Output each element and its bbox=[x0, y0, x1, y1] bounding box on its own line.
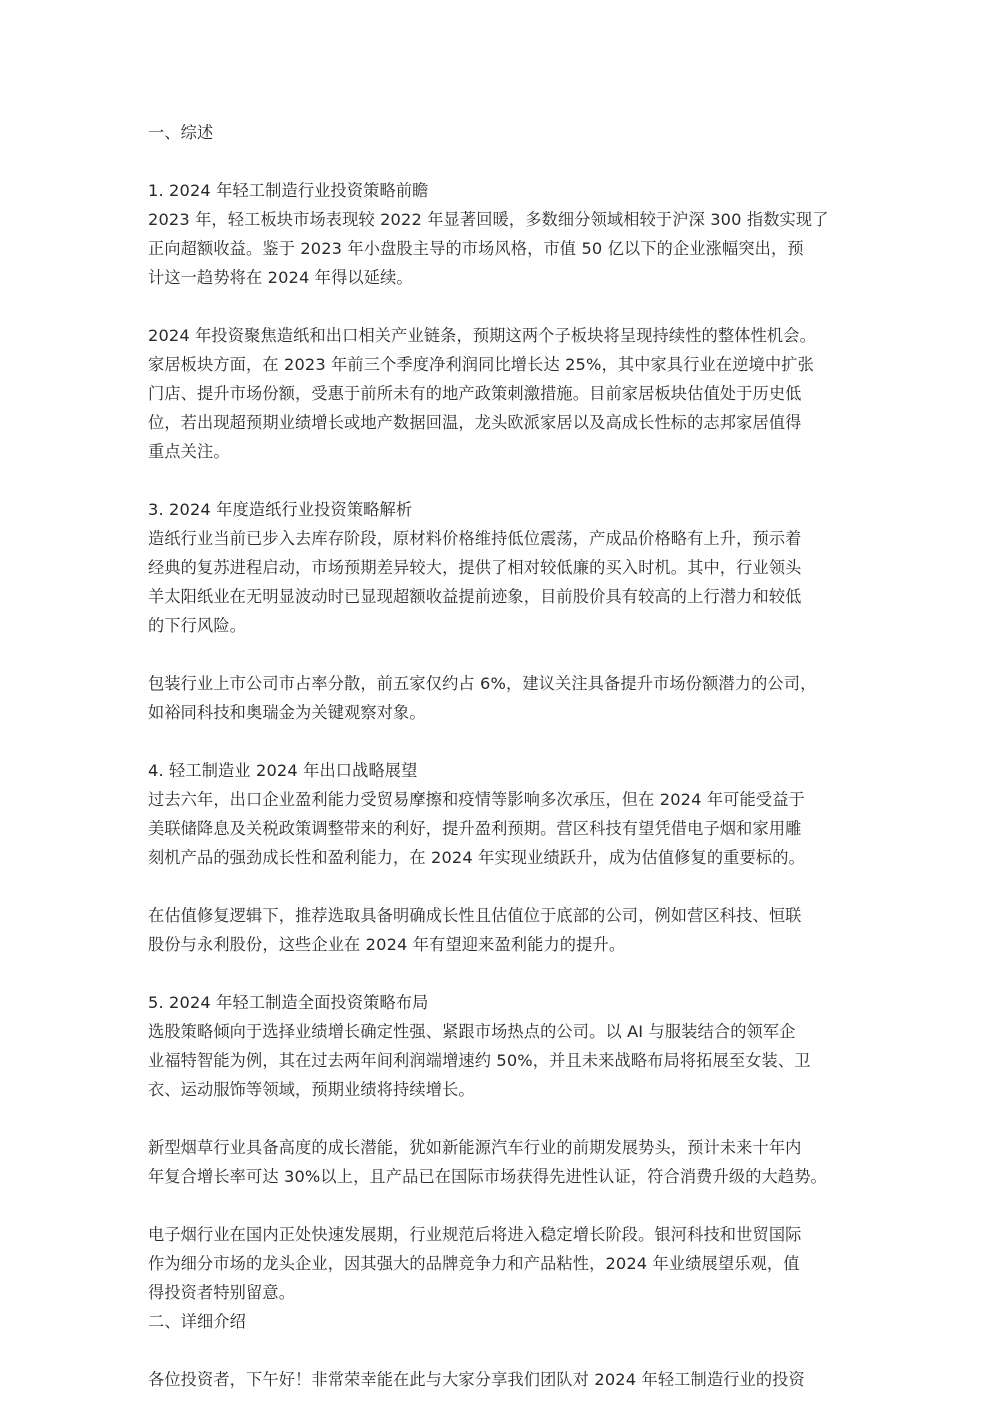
paragraph-paper-industry bbox=[148, 524, 853, 640]
paragraph-export bbox=[148, 785, 853, 872]
text-line: 衣、运动服饰等领域，预期业绩将持续增长。 bbox=[148, 1080, 475, 1099]
heading-strategy-layout: 5. 2024 年轻工制造全面投资策略布局 bbox=[148, 993, 429, 1012]
text-line: 在估值修复逻辑下，推荐选取具备明确成长性且估值位于底部的公司，例如营区科技、恒联 bbox=[148, 906, 802, 925]
spacer bbox=[148, 1336, 853, 1365]
text-line: 的下行风险。 bbox=[148, 616, 247, 635]
document-body bbox=[148, 118, 853, 1394]
heading-strategy-outlook: 1. 2024 年轻工制造行业投资策略前瞻 bbox=[148, 181, 429, 200]
spacer bbox=[148, 147, 853, 176]
section-title-details: 二、详细介绍 bbox=[148, 1312, 247, 1331]
text-line: 过去六年，出口企业盈利能力受贸易摩擦和疫情等影响多次承压，但在 2024 年可能受益于 bbox=[148, 790, 805, 809]
text-line: 业福特智能为例，其在过去两年间利润端增速约 50%，并且未来战略布局将拓展至女装、卫 bbox=[148, 1051, 811, 1070]
paragraph-packaging bbox=[148, 669, 853, 727]
text-line: 新型烟草行业具备高度的成长潜能，犹如新能源汽车行业的前期发展势头，预计未来十年内 bbox=[148, 1138, 802, 1157]
paragraph-stock-selection bbox=[148, 1017, 853, 1104]
text-line: 如裕同科技和奥瑞金为关键观察对象。 bbox=[148, 703, 426, 722]
spacer bbox=[148, 1104, 853, 1133]
paragraph-market-review bbox=[148, 205, 853, 292]
text-line: 年复合增长率可达 30%以上，且产品已在国际市场获得先进性认证，符合消费升级的大趋势。 bbox=[148, 1167, 827, 1186]
paragraph-e-cigarette bbox=[148, 1220, 853, 1307]
text-line: 计这一趋势将在 2024 年得以延续。 bbox=[148, 268, 413, 287]
paragraph-greeting bbox=[148, 1365, 853, 1394]
spacer bbox=[148, 292, 853, 321]
text-line: 刻机产品的强劲成长性和盈利能力，在 2024 年实现业绩跃升，成为估值修复的重要标的。 bbox=[148, 848, 805, 867]
heading-export-outlook: 4. 轻工制造业 2024 年出口战略展望 bbox=[148, 761, 418, 780]
spacer bbox=[148, 640, 853, 669]
spacer bbox=[148, 1191, 853, 1220]
spacer bbox=[148, 872, 853, 901]
section-title-overview: 一、综述 bbox=[148, 123, 214, 142]
text-line: 包装行业上市公司市占率分散，前五家仅约占 6%，建议关注具备提升市场份额潜力的公司， bbox=[148, 674, 817, 693]
paragraph-valuation bbox=[148, 901, 853, 959]
text-line: 各位投资者，下午好！非常荣幸能在此与大家分享我们团队对 2024 年轻工制造行业的投资 bbox=[148, 1370, 805, 1389]
paragraph-new-tobacco bbox=[148, 1133, 853, 1191]
text-line: 股份与永利股份，这些企业在 2024 年有望迎来盈利能力的提升。 bbox=[148, 935, 626, 954]
paragraph-home-furnishing bbox=[148, 321, 853, 466]
text-line: 得投资者特别留意。 bbox=[148, 1283, 296, 1302]
text-line: 重点关注。 bbox=[148, 442, 230, 461]
spacer bbox=[148, 959, 853, 988]
text-line: 正向超额收益。鉴于 2023 年小盘股主导的市场风格，市值 50 亿以下的企业涨幅突出，预 bbox=[148, 239, 804, 258]
text-line: 造纸行业当前已步入去库存阶段，原材料价格维持低位震荡，产成品价格略有上升，预示着 bbox=[148, 529, 802, 548]
text-line: 电子烟行业在国内正处快速发展期，行业规范后将进入稳定增长阶段。银河科技和世贸国际 bbox=[148, 1225, 802, 1244]
text-line: 经典的复苏进程启动，市场预期差异较大，提供了相对较低廉的买入时机。其中，行业领头 bbox=[148, 558, 802, 577]
text-line: 门店、提升市场份额，受惠于前所未有的地产政策刺激措施。目前家居板块估值处于历史低 bbox=[148, 384, 802, 403]
text-line: 美联储降息及关税政策调整带来的利好，提升盈利预期。营区科技有望凭借电子烟和家用雕 bbox=[148, 819, 802, 838]
text-line: 选股策略倾向于选择业绩增长确定性强、紧跟市场热点的公司。以 AI 与服装结合的领军企 bbox=[148, 1022, 796, 1041]
text-line: 羊太阳纸业在无明显波动时已显现超额收益提前迹象，目前股价具有较高的上行潜力和较低 bbox=[148, 587, 802, 606]
spacer bbox=[148, 466, 853, 495]
heading-paper-industry: 3. 2024 年度造纸行业投资策略解析 bbox=[148, 500, 413, 519]
text-line: 位，若出现超预期业绩增长或地产数据回温，龙头欧派家居以及高成长性标的志邦家居值得 bbox=[148, 413, 802, 432]
spacer bbox=[148, 727, 853, 756]
text-line: 家居板块方面，在 2023 年前三个季度净利润同比增长达 25%，其中家具行业在逆境中扩张 bbox=[148, 355, 814, 374]
text-line: 作为细分市场的龙头企业，因其强大的品牌竞争力和产品粘性，2024 年业绩展望乐观，值 bbox=[148, 1254, 800, 1273]
text-line: 2023 年，轻工板块市场表现较 2022 年显著回暖，多数细分领域相较于沪深 300 指数实现了 bbox=[148, 210, 829, 229]
text-line: 2024 年投资聚焦造纸和出口相关产业链条，预期这两个子板块将呈现持续性的整体性机会。 bbox=[148, 326, 816, 345]
